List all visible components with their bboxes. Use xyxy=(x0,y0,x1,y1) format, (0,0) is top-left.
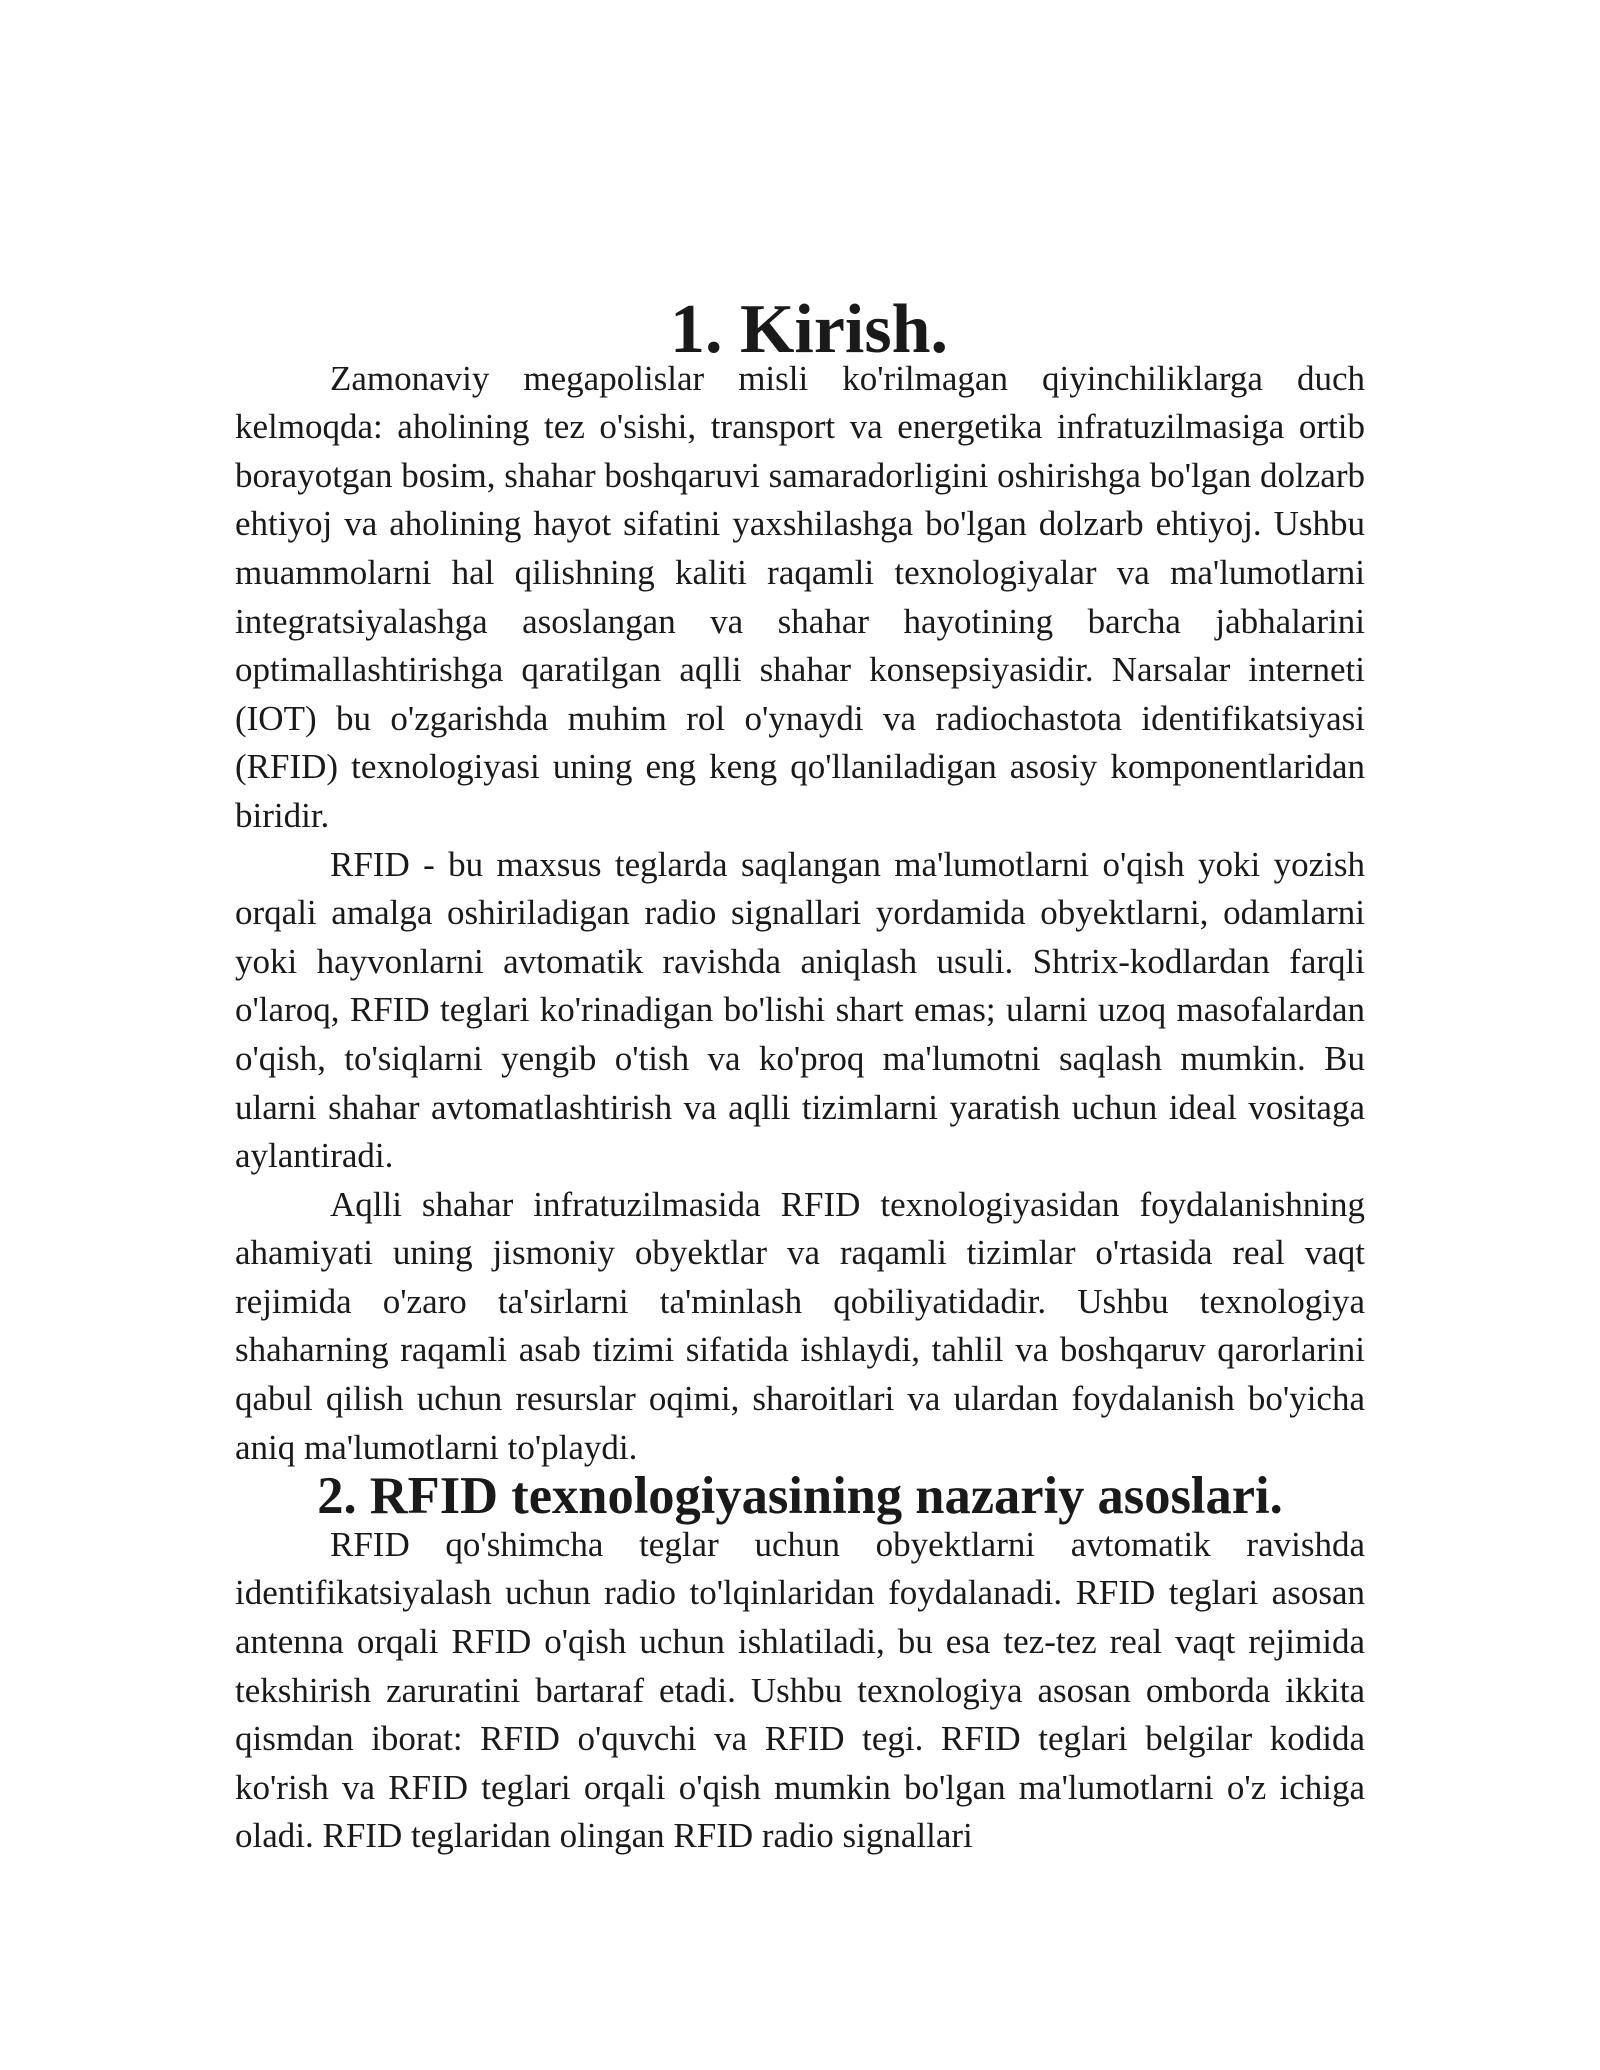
section-1-paragraph-1: Zamonaviy megapolislar misli ko'rilmagan qiyinchiliklarga duch kelmoqda: aholining tez o'sishi, transport va energetika infratuzilmasiga ortib borayotgan bosim, shahar boshqaruvi samaradorligini oshirishga bo'lgan dolzarb ehtiyoj va aholining hayot sifatini yaxshilashga bo'lgan dolzarb ehtiyoj. Ushbu muammolarni hal qilishning kaliti raqamli texnologiyalar va ma'lumotlarni integratsiyalashga asoslangan va shahar hayotining barcha jabhalarini optimallashtirishga qaratilgan aqlli shahar konsepsiyasidir. Narsalar interneti (IOT) bu o'zgarishda muhim rol o'ynaydi va radiochastota identifikatsiyasi (RFID) texnologiyasi uning eng keng qo'llaniladigan asosiy komponentlaridan biridir. xyxy=(235,358,1365,835)
section-1-heading: 1. Kirish. xyxy=(669,291,949,368)
section-2-paragraph-1: RFID qo'shimcha teglar uchun obyektlarni avtomatik ravishda identifikatsiyalash uchun radio to'lqinlaridan foydalanadi. RFID teglari asosan antenna orqali RFID o'qish uchun ishlatiladi, bu esa tez-tez real vaqt rejimida tekshirish zaruratini bartaraf etadi. Ushbu texnologiya asosan omborda ikkita qismdan iborat: RFID o'quvchi va RFID tegi. RFID teglari belgilar kodida ko'rish va RFID teglari orqali o'qish mumkin bo'lgan ma'lumotlarni o'z ichiga oladi. RFID teglaridan olingan RFID radio signallari xyxy=(235,1524,1365,1856)
document-page xyxy=(235,291,1365,1861)
section-1-paragraph-2: RFID - bu maxsus teglarda saqlangan ma'lumotlarni o'qish yoki yozish orqali amalga oshiriladigan radio signallari yordamida obyektlarni, odamlarni yoki hayvonlarni avtomatik ravishda aniqlash usuli. Shtrix-kodlardan farqli o'laroq, RFID teglari ko'rinadigan bo'lishi shart emas; ularni uzoq masofalardan o'qish, to'siqlarni yengib o'tish va ko'proq ma'lumotni saqlash mumkin. Bu ularni shahar avtomatlashtirish va aqlli tizimlarni yaratish uchun ideal vositaga aylantiradi. xyxy=(235,844,1365,1176)
section-2-heading: 2. RFID texnologiyasining nazariy asoslari. xyxy=(317,1467,1283,1526)
section-1-paragraph-3: Aqlli shahar infratuzilmasida RFID texnologiyasidan foydalanishning ahamiyati uning jismoniy obyektlar va raqamli tizimlar o'rtasida real vaqt rejimida o'zaro ta'sirlarni ta'minlash qobiliyatidadir. Ushbu texnologiya shaharning raqamli asab tizimi sifatida ishlaydi, tahlil va boshqaruv qarorlarini qabul qilish uchun resurslar oqimi, sharoitlari va ulardan foydalanish bo'yicha aniq ma'lumotlarni to'playdi. xyxy=(235,1184,1365,1467)
